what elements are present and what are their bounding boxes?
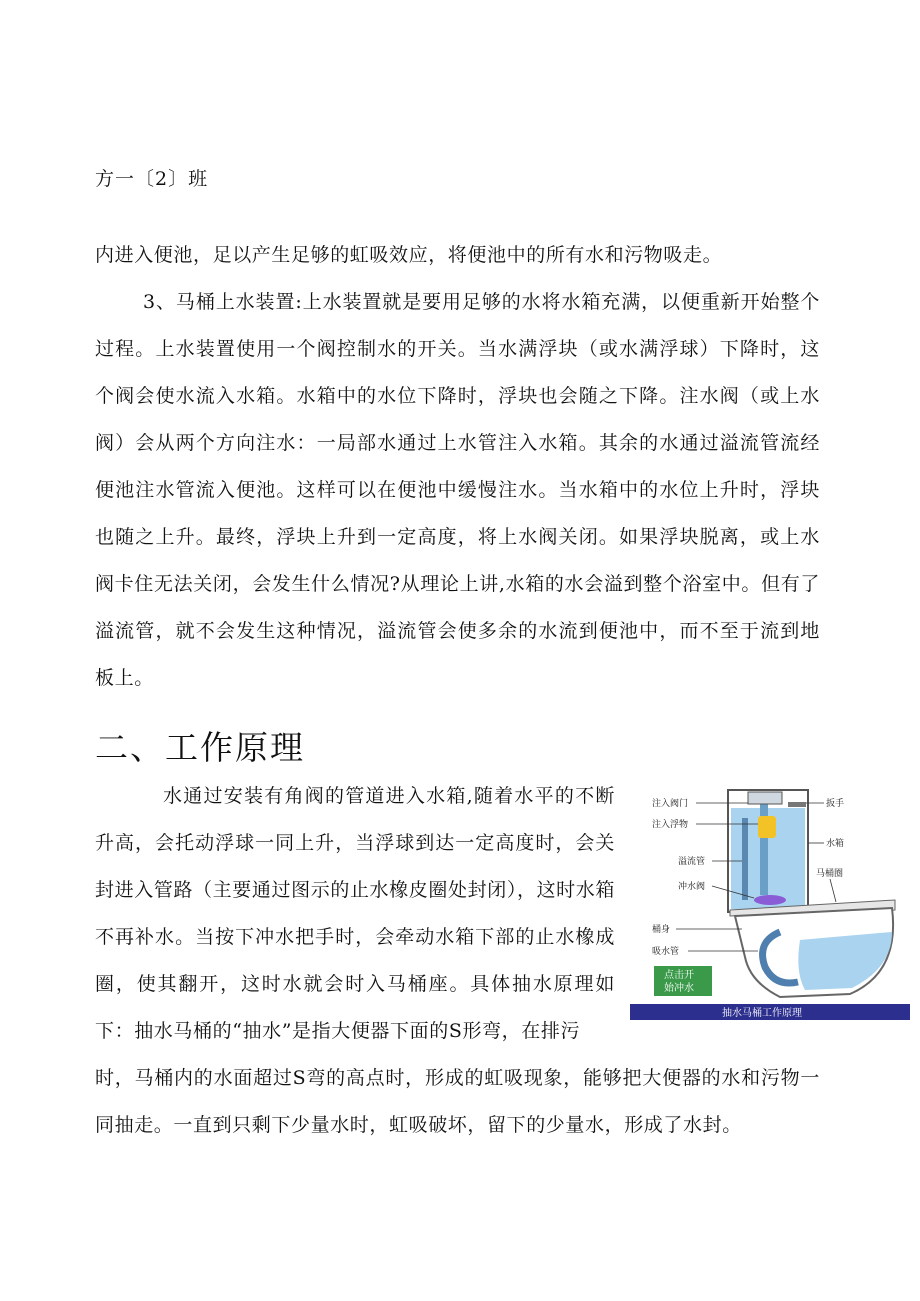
label-inlet-valve: 注入阀门 <box>652 799 689 809</box>
section-body-wrapped: 水通过安装有角阀的管道进入水箱,随着水平的不断升高，会托动浮球一同上升，当浮球到达一定高度时，会关封进入管路（主要通过图示的止水橡皮圈处封闭），这时水箱不再补水。当按下冲水把手时，会牵动水箱下部的止水橡成圈，使其翻开，这时水就会时入马桶座。具体抽水原理如下：抽水马桶的“抽水”是指大便器下面的S形弯，在排污 <box>95 785 615 1042</box>
paragraph-1: 内进入便池，足以产生足够的虹吸效应，将便池中的所有水和污物吸走。 <box>95 244 723 266</box>
badge-line-2: 始冲水 <box>664 983 694 994</box>
toilet-diagram <box>630 782 910 1022</box>
label-overflow-pipe: 溢流管 <box>678 857 706 867</box>
label-bowl-body: 桶身 <box>652 925 671 935</box>
section-heading: 二、工作原理 <box>95 728 305 767</box>
label-siphon-pipe: 吸水管 <box>652 947 680 957</box>
overflow-pipe <box>742 818 748 900</box>
float <box>758 816 776 838</box>
label-inlet-float: 注入浮物 <box>652 820 689 830</box>
paragraph-2: 3、马桶上水装置:上水装置就是要用足够的水将水箱充满，以便重新开始整个过程。上水装置使用一个阀控制水的开关。当水满浮块（或水满浮球）下降时，这个阀会使水流入水箱。水箱中的水位下降时，浮块也会随之下降。注水阀（或上水阀）会从两个方向注水：一局部水通过上水管注入水箱。其余的水通过溢流管流经便池注水管流入便池。这样可以在便池中缓慢注水。当水箱中的水位上升时，浮块也随之上升。最终，浮块上升到一定高度，将上水阀关闭。如果浮块脱离，或上水阀卡住无法关闭，会发生什么情况?从理论上讲,水箱的水会溢到整个浴室中。但有了溢流管，就不会发生这种情况，溢流管会使多余的水流到便池中，而不至于流到地板上。 <box>95 291 820 689</box>
label-tank: 水箱 <box>826 839 845 849</box>
label-handle: 扳手 <box>826 799 845 809</box>
label-seat: 马桶圈 <box>816 869 844 879</box>
inlet-pipe <box>760 800 768 895</box>
handle <box>788 802 806 807</box>
section-body-continued: 时，马桶内的水面超过S弯的高点时，形成的虹吸现象，能够把大便器的水和污物一同抽走。一直到只剩下少量水时，虹吸破坏，留下的少量水，形成了水封。 <box>95 1067 820 1136</box>
label-flush-valve: 冲水阀 <box>678 882 706 892</box>
flush-valve <box>754 895 786 905</box>
badge-line-1: 点击开 <box>664 970 694 981</box>
figure-caption: 抽水马桶工作原理 <box>722 1008 802 1019</box>
class-header: 方一〔2〕班 <box>95 168 209 190</box>
inlet-valve-top <box>748 792 782 804</box>
